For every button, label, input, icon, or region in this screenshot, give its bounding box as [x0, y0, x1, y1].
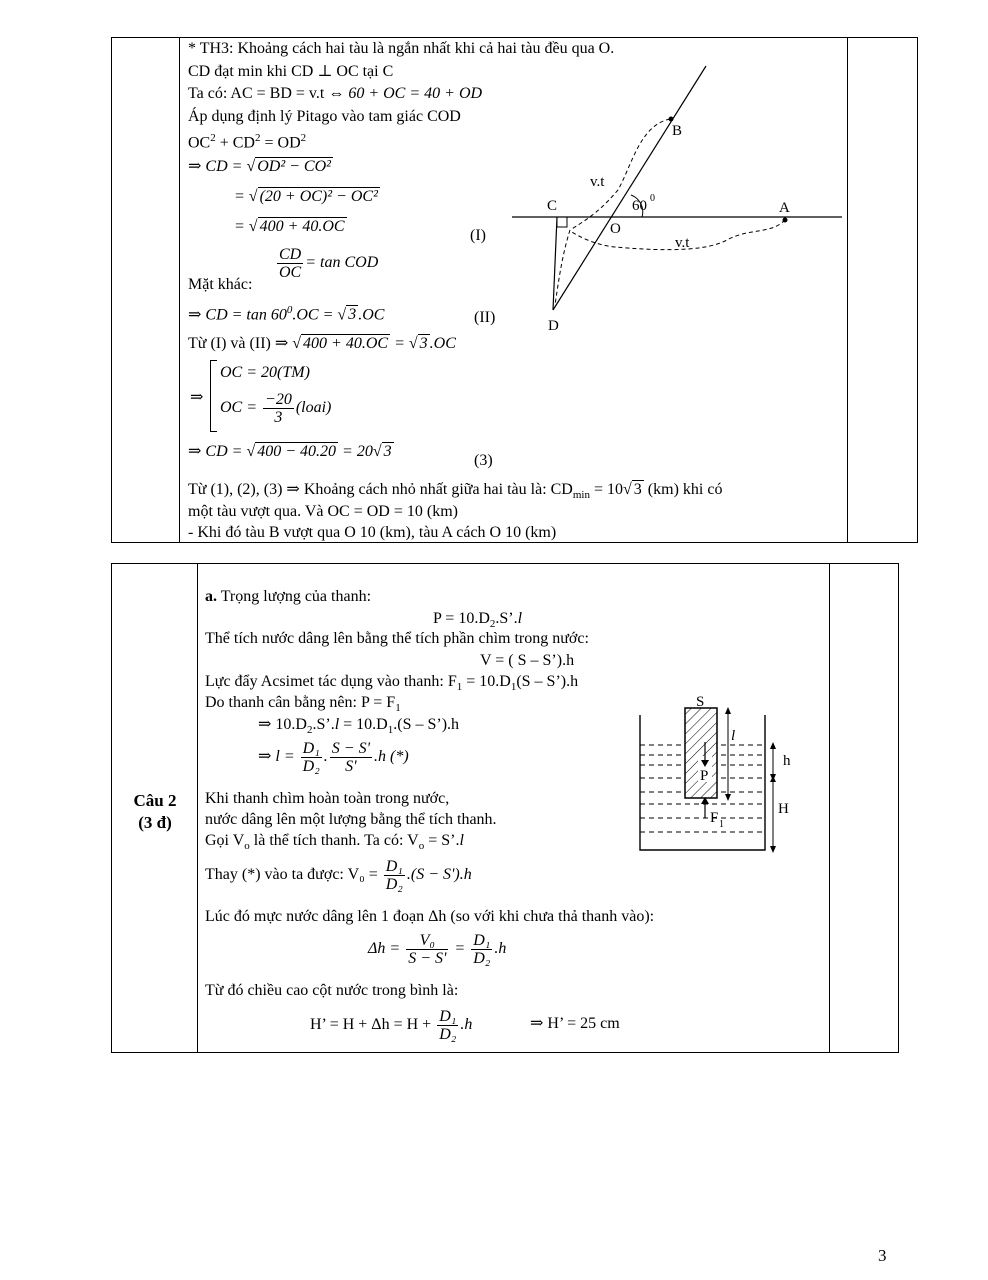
t: =	[234, 218, 249, 235]
t: o	[418, 840, 425, 853]
t: ⇒ CD =	[188, 443, 247, 460]
label-a: A	[779, 200, 790, 216]
rise-text: Lúc đó mực nước dâng lên 1 đoạn Δh (so với khi chưa thả thanh vào):	[205, 908, 655, 925]
t: 1	[387, 724, 394, 737]
pitago-eq	[188, 129, 306, 152]
t: là thể tích thanh. Ta có: V	[249, 832, 419, 849]
cases-arrow: ⇒	[190, 389, 204, 406]
label-f: F	[710, 810, 719, 826]
t: l	[459, 832, 464, 849]
t: =	[450, 940, 470, 958]
t: 400 − 40.20	[257, 443, 337, 460]
t: (loai)	[295, 399, 332, 417]
t: .(S – S’).h	[393, 716, 460, 733]
cd-sqrt-2: = √ (20 + OC)² − OC²	[234, 188, 378, 205]
t: =	[234, 188, 249, 205]
label-s: S	[696, 694, 705, 710]
t: .S’.	[495, 610, 518, 627]
substitute-line	[205, 858, 472, 893]
t: ⇒ 10.D	[258, 716, 307, 733]
ac-bd-text: Ta có: AC = BD = v.t ⇔	[188, 85, 349, 102]
t: a.	[205, 588, 217, 605]
t: ⇒ CD =	[188, 158, 247, 175]
height-text: Từ đó chiều cao cột nước trong bình là:	[205, 982, 459, 999]
label-l: l	[731, 728, 736, 744]
t: D₁	[385, 858, 403, 875]
t: .h	[460, 1016, 473, 1034]
label-c: C	[547, 198, 558, 214]
case-2	[220, 391, 331, 426]
volume-text: Thể tích nước dâng lên bằng thể tích phần chìm trong nước:	[205, 630, 589, 647]
cd-min-line: CD đạt min khi CD ⊥ OC tại C	[188, 63, 394, 80]
t: .h (*)	[374, 748, 409, 766]
cd-sqrt-1: ⇒ CD = √ OD² − CO²	[188, 158, 331, 175]
final-answer: ⇒ H’ = 25 cm	[530, 1015, 620, 1032]
t: Lực đẩy Acsimet tác dụng vào thanh: F	[205, 673, 457, 690]
label-h: h	[783, 753, 791, 769]
mark-3: (3)	[474, 452, 493, 469]
t: Gọi V	[205, 832, 245, 849]
th3-line: * TH3: Khoảng cách hai tàu là ngắn nhất khi cả hai tàu đều qua O.	[188, 40, 615, 57]
t: = 10	[589, 481, 624, 498]
t: l	[334, 716, 340, 733]
page-number: 3	[878, 1246, 887, 1265]
t: CD	[279, 246, 302, 263]
t: 400 + 40.OC	[259, 218, 345, 235]
t: ⇒ l =	[258, 748, 299, 766]
delta-h-formula	[368, 932, 506, 967]
t: Thay (*) vào ta được: V₀ =	[205, 866, 382, 884]
right-angle-mark	[557, 217, 567, 227]
volume-formula: V = ( S – S’).h	[480, 652, 575, 669]
rod-volume-line	[205, 832, 464, 855]
label-angle: 60	[632, 198, 647, 214]
h-arrow-top	[770, 742, 776, 749]
ac-bd-eq: 60 + OC = 40 + OD	[348, 85, 483, 102]
rod	[685, 708, 717, 798]
t: OC	[279, 264, 302, 281]
cd-oc-fraction	[275, 246, 378, 281]
t: .h	[494, 940, 507, 958]
t: = OD	[260, 134, 301, 152]
t: =	[390, 335, 409, 352]
table-divider	[179, 38, 180, 542]
final-formula	[310, 1008, 472, 1043]
t: min	[572, 489, 590, 502]
t: = 10.D	[339, 716, 388, 733]
t: P = 10.D	[433, 610, 490, 627]
conclusion-line-3: - Khi đó tàu B vượt qua O 10 (km), tàu A cách O 10 (km)	[188, 524, 557, 541]
cd-result-line: ⇒ CD = √ 400 − 40.20 = 20√ 3	[188, 443, 392, 460]
t: −20	[265, 391, 292, 408]
l-arrow-bottom	[725, 794, 731, 801]
t: = S’.	[424, 832, 460, 849]
from-I-II-line: Từ (I) và (II) ⇒ √ 400 + 40.OC = √ 3 .OC	[188, 335, 456, 352]
case-1: OC = 20(TM)	[220, 364, 310, 381]
t: .S’.	[312, 716, 335, 733]
label-vt-2: v.t	[675, 235, 690, 251]
t: = 10.D	[462, 673, 511, 690]
point-a	[783, 218, 788, 223]
t: D₂	[302, 758, 320, 775]
t: OC	[188, 134, 211, 152]
table-divider	[197, 564, 198, 1052]
label-p: P	[700, 768, 709, 784]
t: .OC	[358, 306, 385, 324]
t: Từ (I) và (II) ⇒	[188, 335, 293, 352]
t: D₁	[473, 932, 491, 949]
t: Do thanh cân bằng nên: P = F	[205, 694, 396, 711]
H-arrow-top	[770, 776, 776, 782]
path-b-dashed	[570, 119, 670, 230]
label-angle-sup: 0	[650, 193, 655, 204]
t: + CD	[215, 134, 255, 152]
t: OC =	[220, 399, 262, 417]
label-H: H	[778, 801, 789, 817]
t: D₂	[439, 1026, 457, 1043]
line-db	[553, 66, 706, 310]
point-b	[669, 117, 674, 122]
t: 3	[348, 306, 357, 324]
t: V₀	[406, 932, 448, 950]
t: 3	[383, 443, 392, 460]
H-arrow-bottom	[770, 846, 776, 853]
line-cd	[553, 217, 557, 310]
conclusion-line-2: một tàu vượt qua. Và OC = OD = 10 (km)	[188, 503, 458, 520]
label-b: B	[672, 123, 683, 139]
t: l	[517, 610, 523, 627]
equilibrium-eq	[258, 716, 459, 739]
rod-in-water-diagram	[630, 690, 800, 860]
submerged-text-1: Khi thanh chìm hoàn toàn trong nước,	[205, 790, 450, 807]
mat-khac: Mặt khác:	[188, 276, 253, 293]
t: 2	[306, 724, 313, 737]
t: 1	[510, 681, 517, 694]
t: H’ = H + Δh = H +	[310, 1016, 436, 1034]
t: S − S'	[408, 950, 447, 967]
label-f-sub: 1	[719, 819, 724, 830]
t: 2	[489, 618, 496, 631]
pitago-line: Áp dụng định lý Pitago vào tam giác COD	[188, 108, 461, 125]
t: (km) khi có	[643, 481, 723, 498]
label-o: O	[610, 221, 621, 237]
t: .OC	[429, 335, 456, 352]
cd-sqrt-3: = √ 400 + 40.OC	[234, 218, 345, 235]
t: o	[244, 840, 250, 853]
t: 2	[254, 132, 261, 144]
question-label: Câu 2	[133, 791, 177, 810]
label-d: D	[548, 318, 559, 334]
t: D₂	[385, 876, 403, 893]
t: S − S'	[331, 740, 370, 757]
submerged-text-2: nước dâng lên một lượng bằng thể tích thanh.	[205, 811, 497, 828]
length-formula: ⇒ l = $\frac{\text{D₁}}{\text{D₂}}$ . $\frac{S - S'}{S'}$ .h (*)	[258, 740, 409, 775]
ships-geometry-diagram	[500, 55, 850, 340]
question-points: (3 đ)	[138, 813, 172, 832]
t: 1	[395, 702, 401, 715]
t: Δh =	[368, 940, 405, 958]
t: 3	[274, 409, 283, 426]
t: = 20	[338, 443, 373, 460]
t: D₁	[302, 740, 320, 757]
mark-I: (I)	[470, 227, 486, 244]
t: 2	[210, 132, 216, 144]
cases-bracket	[210, 360, 217, 432]
t: Trọng lượng của thanh:	[217, 588, 372, 605]
tan60-line: ⇒ CD = $\tan 60^0.OC$ = √ 3 .OC	[188, 304, 385, 324]
mark-II: (II)	[474, 309, 496, 326]
t: 2	[300, 132, 307, 144]
weight-heading	[205, 588, 371, 606]
equilibrium-line	[205, 694, 401, 717]
t: (S – S’).h	[516, 673, 579, 690]
l-arrow-top	[725, 707, 731, 714]
t: 3	[633, 481, 642, 498]
table-divider	[829, 564, 830, 1052]
t: ⇒ CD = tan 60	[188, 306, 287, 324]
t: 3	[419, 335, 428, 352]
conclusion-line: Từ (1), (2), (3) ⇒ Khoảng cách nhỏ nhất giữa hai tàu là: $CD_{min} = 10√$ 3 (km) khi có	[188, 481, 723, 502]
t: D₂	[473, 950, 491, 967]
t: 0	[286, 304, 293, 316]
buoyancy-line	[205, 673, 578, 696]
t: (20 + OC)² − OC²	[259, 188, 378, 205]
ac-bd-line	[188, 85, 482, 103]
t: = tan COD	[305, 254, 379, 272]
t: .OC =	[292, 306, 338, 324]
label-vt-1: v.t	[590, 174, 605, 190]
t: D₁	[439, 1008, 457, 1025]
t: Từ (1), (2), (3) ⇒ Khoảng cách nhỏ nhất giữa hai tàu là: CD	[188, 481, 573, 498]
t: 1	[456, 681, 463, 694]
t: S'	[345, 758, 357, 775]
t: .(S − S').h	[406, 866, 472, 884]
t: 400 + 40.OC	[303, 335, 389, 352]
t: OD² − CO²	[257, 158, 331, 175]
